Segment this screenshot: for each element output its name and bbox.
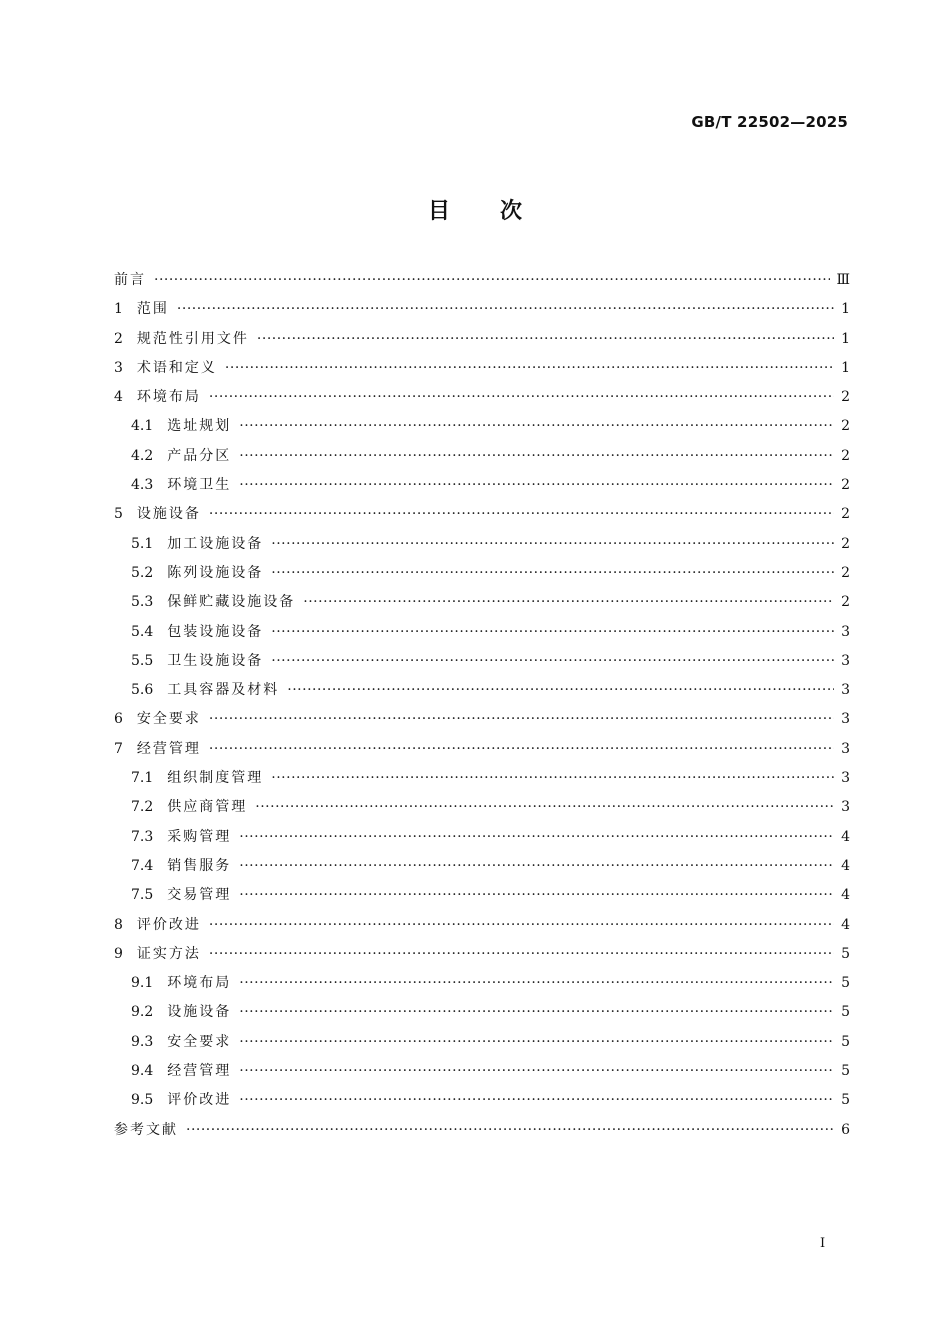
toc-entry[interactable]	[114, 1031, 850, 1060]
toc-entry-number: 5	[114, 506, 123, 523]
toc-dot-leader	[239, 829, 834, 845]
toc-entry[interactable]	[114, 914, 850, 943]
toc-entry-title: 交易管理	[167, 887, 232, 904]
toc-dot-leader	[271, 536, 834, 552]
toc-entry-number: 1	[114, 301, 123, 318]
toc-dot-leader	[271, 653, 834, 669]
toc-entry[interactable]	[114, 445, 850, 474]
toc-entry[interactable]	[114, 621, 850, 650]
toc-entry-page: 1	[841, 359, 850, 376]
toc-entry[interactable]	[114, 269, 850, 298]
toc-entry-title: 参考文献	[114, 1121, 178, 1138]
toc-entry-title: 范围	[136, 301, 169, 318]
toc-entry[interactable]	[114, 738, 850, 767]
table-of-contents	[114, 269, 850, 1148]
toc-entry-title: 环境卫生	[167, 477, 232, 494]
toc-entry-number: 5.3	[131, 594, 154, 611]
toc-entry-page: 4	[841, 916, 850, 933]
toc-entry-number: 9.5	[131, 1092, 154, 1109]
toc-entry-title: 经营管理	[136, 740, 201, 757]
toc-entry[interactable]	[114, 328, 850, 357]
toc-entry-number: 7.4	[131, 857, 154, 874]
toc-entry-title: 卫生设施设备	[167, 652, 264, 669]
toc-entry[interactable]	[114, 1089, 850, 1118]
toc-dot-leader	[239, 1092, 834, 1108]
toc-entry-page: 1	[841, 301, 850, 318]
toc-entry-page: 5	[841, 1063, 850, 1080]
toc-entry-title: 销售服务	[167, 857, 232, 874]
toc-entry-number: 5.1	[131, 535, 154, 552]
toc-entry-title: 经营管理	[167, 1063, 232, 1080]
toc-entry-number: 9.1	[131, 975, 154, 992]
toc-entry-title: 设施设备	[136, 506, 201, 523]
toc-entry[interactable]	[114, 1119, 850, 1148]
toc-entry-number: 5.4	[131, 623, 154, 640]
toc-entry[interactable]	[114, 298, 850, 327]
toc-entry-page: 2	[841, 477, 850, 494]
toc-entry-title: 供应商管理	[167, 799, 248, 816]
toc-entry-page: 2	[841, 447, 850, 464]
toc-entry[interactable]	[114, 884, 850, 913]
toc-entry-title: 安全要求	[136, 711, 201, 728]
toc-entry-title: 包装设施设备	[167, 623, 264, 640]
toc-dot-leader	[255, 799, 834, 815]
toc-entry[interactable]	[114, 826, 850, 855]
toc-entry-title: 组织制度管理	[167, 770, 264, 787]
toc-dot-leader	[271, 565, 834, 581]
toc-entry-page: 5	[841, 945, 850, 962]
toc-entry-page: 3	[841, 711, 850, 728]
toc-entry-number: 9.2	[131, 1004, 154, 1021]
page-title: 目次	[427, 199, 572, 224]
toc-dot-leader	[209, 389, 834, 405]
toc-entry-page: 3	[841, 740, 850, 757]
toc-entry-number: 9.3	[131, 1033, 154, 1050]
toc-entry-page: 5	[841, 975, 850, 992]
toc-entry-title: 评价改进	[167, 1092, 232, 1109]
toc-entry-page: 4	[841, 828, 850, 845]
toc-dot-leader	[239, 418, 834, 434]
toc-dot-leader	[239, 975, 834, 991]
page-number: I	[820, 1236, 826, 1251]
toc-entry-number: 4.2	[131, 447, 154, 464]
toc-dot-leader	[271, 770, 834, 786]
toc-entry-page: 5	[841, 1092, 850, 1109]
toc-entry-title: 选址规划	[167, 418, 232, 435]
toc-entry-title: 保鲜贮藏设施设备	[167, 594, 296, 611]
toc-dot-leader	[239, 477, 834, 493]
toc-entry[interactable]	[114, 855, 850, 884]
toc-entry-number: 7.1	[131, 770, 154, 787]
toc-entry-number: 5.6	[131, 682, 154, 699]
toc-entry-title: 产品分区	[167, 447, 232, 464]
toc-dot-leader	[239, 1034, 834, 1050]
toc-entry-page: 3	[841, 652, 850, 669]
toc-entry-title: 陈列设施设备	[167, 564, 264, 581]
toc-entry-page: 6	[841, 1121, 850, 1138]
toc-entry-page: 2	[841, 418, 850, 435]
toc-entry[interactable]	[114, 708, 850, 737]
toc-entry-page: 2	[841, 506, 850, 523]
toc-entry-title: 加工设施设备	[167, 535, 264, 552]
toc-entry[interactable]	[114, 474, 850, 503]
toc-entry[interactable]	[114, 650, 850, 679]
toc-entry-number: 4	[114, 389, 123, 406]
toc-dot-leader	[239, 887, 834, 903]
toc-dot-leader	[257, 331, 834, 347]
toc-dot-leader	[239, 448, 834, 464]
toc-entry-title: 安全要求	[167, 1033, 232, 1050]
toc-dot-leader	[209, 946, 834, 962]
toc-entry-number: 6	[114, 711, 123, 728]
toc-dot-leader	[209, 917, 834, 933]
toc-entry[interactable]	[114, 796, 850, 825]
toc-entry[interactable]	[114, 386, 850, 415]
toc-entry-page: 3	[841, 799, 850, 816]
toc-entry-title: 工具容器及材料	[167, 682, 280, 699]
toc-entry-number: 5.5	[131, 652, 154, 669]
toc-entry-title: 评价改进	[136, 916, 201, 933]
toc-entry[interactable]	[114, 943, 850, 972]
toc-entry-page: 2	[841, 564, 850, 581]
toc-dot-leader	[177, 301, 834, 317]
toc-entry-number: 9.4	[131, 1063, 154, 1080]
toc-entry-number: 8	[114, 916, 123, 933]
toc-dot-leader	[209, 506, 834, 522]
toc-dot-leader	[239, 858, 834, 874]
toc-entry[interactable]	[114, 503, 850, 532]
toc-entry-page: 4	[841, 887, 850, 904]
toc-entry-page: 5	[841, 1004, 850, 1021]
toc-entry-page: 2	[841, 535, 850, 552]
toc-entry-title: 设施设备	[167, 1004, 232, 1021]
toc-entry[interactable]	[114, 972, 850, 1001]
toc-entry-page: 5	[841, 1033, 850, 1050]
toc-entry-title: 证实方法	[136, 945, 201, 962]
toc-dot-leader	[225, 360, 834, 376]
toc-entry-title: 术语和定义	[136, 359, 217, 376]
toc-entry-title: 规范性引用文件	[136, 330, 249, 347]
toc-entry-number: 7.3	[131, 828, 154, 845]
toc-entry-title: 采购管理	[167, 828, 232, 845]
toc-entry-title: 前言	[114, 272, 146, 288]
toc-entry[interactable]	[114, 562, 850, 591]
toc-dot-leader	[209, 741, 834, 757]
toc-entry-number: 4.1	[131, 418, 154, 435]
toc-entry[interactable]	[114, 767, 850, 796]
toc-entry-number: 4.3	[131, 477, 154, 494]
toc-dot-leader	[271, 624, 834, 640]
toc-entry-number: 5.2	[131, 564, 154, 581]
toc-entry[interactable]	[114, 533, 850, 562]
toc-entry-page: 2	[841, 594, 850, 611]
toc-entry-number: 9	[114, 945, 123, 962]
toc-dot-leader	[239, 1063, 834, 1079]
toc-entry-page: 1	[841, 330, 850, 347]
toc-entry[interactable]	[114, 1060, 850, 1089]
toc-entry-page: Ⅲ	[836, 272, 850, 288]
toc-entry-page: 3	[841, 770, 850, 787]
toc-entry-number: 7.2	[131, 799, 154, 816]
toc-dot-leader	[154, 272, 830, 288]
toc-entry-page: 3	[841, 682, 850, 699]
toc-entry[interactable]	[114, 591, 850, 620]
toc-dot-leader	[287, 682, 834, 698]
toc-entry-page: 3	[841, 623, 850, 640]
toc-entry-number: 7	[114, 740, 123, 757]
toc-entry-page: 2	[841, 389, 850, 406]
toc-dot-leader	[303, 594, 834, 610]
toc-dot-leader	[186, 1122, 834, 1138]
toc-entry[interactable]	[114, 357, 850, 386]
toc-entry-number: 3	[114, 359, 123, 376]
toc-entry-number: 2	[114, 330, 123, 347]
toc-dot-leader	[239, 1004, 834, 1020]
standard-code: GB/T 22502—2025	[691, 113, 848, 131]
toc-entry[interactable]	[114, 1001, 850, 1030]
toc-entry-number: 7.5	[131, 887, 154, 904]
toc-entry-title: 环境布局	[167, 975, 232, 992]
toc-entry[interactable]	[114, 679, 850, 708]
toc-entry-title: 环境布局	[136, 389, 201, 406]
toc-entry-page: 4	[841, 857, 850, 874]
toc-dot-leader	[209, 711, 834, 727]
toc-entry[interactable]	[114, 415, 850, 444]
